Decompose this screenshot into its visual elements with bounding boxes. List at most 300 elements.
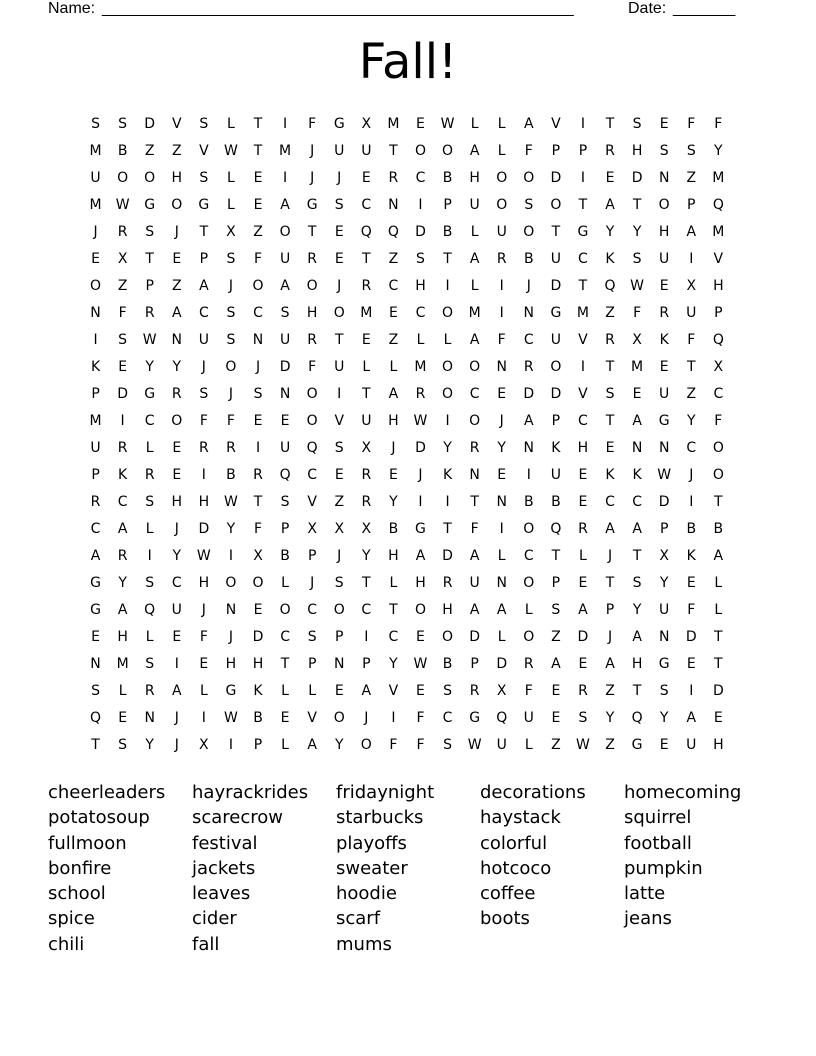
grid-letter: O xyxy=(225,359,237,375)
grid-letter: U xyxy=(469,197,480,213)
grid-letter: E xyxy=(388,305,398,321)
grid-letter: I xyxy=(201,467,206,483)
grid-letter: L xyxy=(227,170,235,186)
grid-letter: W xyxy=(440,116,455,132)
grid-letter: N xyxy=(523,305,535,321)
grid-letter: W xyxy=(224,710,238,726)
grid-letter: T xyxy=(253,494,263,510)
word-list-item: haystack xyxy=(480,807,561,829)
grid-letter: Y xyxy=(632,224,642,240)
word-list-item: leaves xyxy=(192,883,251,905)
grid-letter: V xyxy=(551,116,561,132)
grid-letter: T xyxy=(443,521,452,537)
grid-letter: R xyxy=(605,143,615,159)
grid-letter: S xyxy=(145,224,155,240)
grid-row xyxy=(82,138,742,165)
grid-letter: E xyxy=(578,494,588,510)
word-list-item: latte xyxy=(624,883,666,905)
grid-letter: D xyxy=(144,116,156,132)
grid-letter: F xyxy=(687,602,696,618)
grid-letter: L xyxy=(308,683,317,699)
word-list-item: fall xyxy=(192,933,220,955)
grid-letter: L xyxy=(497,548,506,564)
grid-letter: W xyxy=(657,467,672,483)
grid-letter: F xyxy=(199,413,208,429)
word-list-column xyxy=(336,780,480,957)
grid-letter: L xyxy=(281,575,289,591)
grid-letter: P xyxy=(443,197,452,213)
grid-letter: B xyxy=(388,521,399,537)
grid-letter: S xyxy=(199,116,209,132)
grid-letter: C xyxy=(605,494,615,510)
grid-letter: G xyxy=(631,737,643,753)
grid-letter: P xyxy=(362,656,371,672)
grid-letter: S xyxy=(334,575,344,591)
grid-letter: R xyxy=(117,548,128,564)
grid-letter: A xyxy=(361,683,372,699)
grid-letter: A xyxy=(632,521,642,537)
grid-letter: O xyxy=(333,305,345,321)
grid-letter: R xyxy=(659,305,670,321)
grid-letter: C xyxy=(361,197,372,213)
grid-letter: M xyxy=(387,116,400,132)
grid-letter: C xyxy=(388,629,399,645)
grid-letter: I xyxy=(391,710,396,726)
grid-letter: A xyxy=(307,737,317,753)
grid-letter: I xyxy=(418,494,423,510)
grid-letter: H xyxy=(252,656,264,672)
grid-letter: I xyxy=(526,467,531,483)
grid-letter: W xyxy=(630,278,645,294)
grid-letter: T xyxy=(632,548,642,564)
grid-letter: E xyxy=(334,224,344,240)
grid-letter: M xyxy=(89,197,102,213)
grid-row xyxy=(82,381,742,408)
grid-letter: R xyxy=(442,575,453,591)
grid-letter: Z xyxy=(171,143,182,159)
grid-letter: A xyxy=(415,548,426,564)
grid-row xyxy=(82,516,742,543)
grid-letter: L xyxy=(199,683,208,699)
grid-letter: C xyxy=(198,305,209,321)
grid-letter: L xyxy=(145,629,154,645)
grid-letter: S xyxy=(659,683,669,699)
grid-letter: D xyxy=(279,359,291,375)
grid-letter: A xyxy=(605,197,615,213)
header-line xyxy=(48,0,748,20)
grid-letter: F xyxy=(524,683,533,699)
grid-letter: F xyxy=(416,737,425,753)
word-list-item: fridaynight xyxy=(336,782,435,803)
grid-letter: H xyxy=(198,575,210,591)
grid-row xyxy=(82,111,742,138)
grid-letter: E xyxy=(659,278,669,294)
grid-letter: U xyxy=(334,143,345,159)
grid-letter: O xyxy=(442,143,454,159)
grid-letter: I xyxy=(337,386,342,402)
grid-letter: A xyxy=(551,656,561,672)
grid-letter: E xyxy=(253,413,263,429)
grid-letter: Y xyxy=(605,710,615,726)
grid-letter: Y xyxy=(714,143,723,159)
grid-letter: N xyxy=(279,386,291,402)
grid-letter: J xyxy=(174,710,179,726)
grid-letter: N xyxy=(496,359,507,375)
grid-letter: T xyxy=(632,197,642,213)
word-list-item: festival xyxy=(192,832,258,854)
grid-letter: L xyxy=(497,116,506,132)
grid-letter: A xyxy=(171,683,182,699)
grid-letter: Q xyxy=(631,710,643,726)
grid-letter: P xyxy=(145,278,154,294)
grid-row xyxy=(82,597,742,624)
grid-letter: V xyxy=(199,143,209,159)
grid-letter: O xyxy=(496,197,508,213)
word-list-item: squirrel xyxy=(624,807,692,829)
grid-letter: N xyxy=(469,467,480,483)
grid-letter: A xyxy=(199,278,209,294)
grid-letter: X xyxy=(632,332,642,348)
grid-letter: T xyxy=(334,332,344,348)
grid-letter: F xyxy=(118,305,127,321)
grid-letter: C xyxy=(307,467,318,483)
grid-row xyxy=(82,489,742,516)
grid-letter: O xyxy=(523,521,535,537)
word-list-item: decorations xyxy=(480,782,586,803)
grid-row xyxy=(82,300,742,327)
grid-letter: A xyxy=(469,602,480,618)
grid-letter: E xyxy=(172,440,182,456)
grid-letter: S xyxy=(145,656,155,672)
grid-letter: L xyxy=(145,521,154,537)
grid-letter: P xyxy=(659,521,669,537)
grid-letter: T xyxy=(145,251,154,267)
grid-letter: I xyxy=(499,521,504,537)
grid-letter: D xyxy=(117,386,128,402)
grid-letter: R xyxy=(307,332,318,348)
grid-letter: S xyxy=(91,116,100,132)
grid-letter: O xyxy=(252,575,264,591)
word-list-item: hotcoco xyxy=(480,857,552,879)
word-search-grid xyxy=(82,111,742,759)
grid-letter: N xyxy=(523,440,535,456)
word-list-item: starbucks xyxy=(336,807,424,829)
grid-letter: L xyxy=(524,602,533,618)
grid-letter: O xyxy=(225,575,237,591)
grid-letter: T xyxy=(280,656,290,672)
grid-letter: C xyxy=(171,575,182,591)
grid-letter: V xyxy=(713,251,724,267)
grid-letter: K xyxy=(659,332,669,348)
grid-letter: A xyxy=(117,602,128,618)
grid-letter: L xyxy=(281,683,289,699)
grid-letter: U xyxy=(686,305,697,321)
grid-letter: J xyxy=(607,548,613,564)
grid-letter: N xyxy=(90,656,101,672)
grid-letter: Z xyxy=(605,683,615,699)
grid-letter: Y xyxy=(145,359,154,375)
grid-letter: K xyxy=(118,467,128,483)
grid-letter: X xyxy=(199,737,209,753)
grid-letter: E xyxy=(199,656,209,672)
grid-letter: G xyxy=(658,413,670,429)
grid-letter: J xyxy=(310,575,315,591)
grid-letter: C xyxy=(442,710,453,726)
grid-letter: O xyxy=(252,278,264,294)
grid-letter: Y xyxy=(172,548,182,564)
grid-letter: J xyxy=(310,143,315,159)
grid-letter: A xyxy=(496,602,507,618)
grid-letter: H xyxy=(388,548,399,564)
grid-letter: G xyxy=(144,197,156,213)
grid-letter: G xyxy=(577,224,589,240)
grid-letter: U xyxy=(523,710,534,726)
grid-letter: U xyxy=(361,143,372,159)
grid-letter: O xyxy=(442,305,454,321)
grid-letter: G xyxy=(469,710,481,726)
grid-letter: A xyxy=(280,278,290,294)
grid-letter: W xyxy=(467,737,482,753)
grid-letter: Q xyxy=(712,332,724,348)
grid-letter: O xyxy=(523,629,535,645)
grid-letter: P xyxy=(470,656,479,672)
grid-letter: H xyxy=(171,170,183,186)
grid-row xyxy=(82,732,742,759)
grid-letter: O xyxy=(442,386,454,402)
grid-row xyxy=(82,219,742,246)
grid-letter: S xyxy=(118,116,128,132)
grid-letter: B xyxy=(523,494,534,510)
grid-letter: L xyxy=(714,602,723,618)
grid-letter: I xyxy=(147,548,152,564)
grid-letter: O xyxy=(523,224,535,240)
grid-letter: O xyxy=(306,413,318,429)
grid-letter: P xyxy=(253,737,263,753)
grid-letter: I xyxy=(120,413,125,429)
grid-letter: M xyxy=(89,143,102,159)
grid-letter: Y xyxy=(659,575,669,591)
grid-letter: Y xyxy=(145,737,154,753)
grid-letter: I xyxy=(201,710,206,726)
grid-letter: E xyxy=(361,332,371,348)
grid-letter: A xyxy=(469,548,480,564)
grid-letter: Y xyxy=(605,224,615,240)
grid-letter: T xyxy=(91,737,100,753)
grid-letter: T xyxy=(362,575,371,591)
grid-letter: I xyxy=(580,116,586,132)
grid-letter: R xyxy=(361,278,372,294)
grid-letter: I xyxy=(228,737,233,753)
grid-letter: H xyxy=(713,737,724,753)
grid-letter: L xyxy=(470,116,479,132)
grid-letter: G xyxy=(415,521,426,537)
grid-letter: P xyxy=(280,521,290,537)
grid-letter: E xyxy=(686,575,696,591)
grid-row xyxy=(82,462,742,489)
grid-letter: S xyxy=(226,251,236,267)
grid-letter: D xyxy=(415,224,426,240)
grid-letter: V xyxy=(307,710,317,726)
grid-letter: Q xyxy=(387,224,399,240)
grid-letter: C xyxy=(578,251,588,267)
grid-letter: E xyxy=(497,467,507,483)
grid-letter: U xyxy=(686,737,697,753)
grid-letter: F xyxy=(199,629,208,645)
grid-letter: T xyxy=(443,251,452,267)
grid-letter: Z xyxy=(605,737,615,753)
grid-letter: E xyxy=(118,359,128,375)
word-list-item: hoodie xyxy=(336,883,397,905)
grid-letter: A xyxy=(524,413,534,429)
grid-letter: W xyxy=(196,548,211,564)
grid-letter: I xyxy=(364,629,369,645)
grid-letter: Z xyxy=(334,494,345,510)
grid-letter: D xyxy=(550,386,562,402)
grid-letter: E xyxy=(334,467,344,483)
grid-letter: C xyxy=(388,278,399,294)
grid-letter: T xyxy=(389,602,398,618)
grid-letter: P xyxy=(578,143,588,159)
grid-letter: B xyxy=(686,521,697,537)
grid-letter: E xyxy=(280,710,290,726)
grid-letter: S xyxy=(280,494,290,510)
grid-letter: R xyxy=(144,305,155,321)
grid-letter: Y xyxy=(443,440,452,456)
grid-letter: W xyxy=(142,332,157,348)
grid-letter: H xyxy=(442,602,453,618)
grid-letter: R xyxy=(253,467,263,483)
grid-letter: K xyxy=(90,359,101,375)
word-list-item: bonfire xyxy=(48,857,112,879)
grid-letter: O xyxy=(712,467,724,483)
grid-letter: J xyxy=(337,548,342,564)
grid-letter: R xyxy=(144,467,155,483)
grid-letter: L xyxy=(470,224,479,240)
grid-letter: S xyxy=(334,440,344,456)
grid-letter: J xyxy=(93,224,98,240)
grid-letter: P xyxy=(551,143,561,159)
grid-letter: Z xyxy=(117,278,128,294)
grid-letter: X xyxy=(307,521,317,537)
grid-letter: Y xyxy=(172,359,182,375)
grid-letter: S xyxy=(226,305,236,321)
grid-letter: O xyxy=(523,170,535,186)
grid-letter: S xyxy=(199,386,209,402)
grid-letter: M xyxy=(468,305,481,321)
grid-letter: S xyxy=(659,143,669,159)
grid-letter: T xyxy=(307,224,317,240)
grid-letter: K xyxy=(442,467,453,483)
word-list-item: coffee xyxy=(480,883,536,905)
grid-letter: L xyxy=(524,737,533,753)
grid-letter: S xyxy=(524,197,534,213)
grid-letter: L xyxy=(118,683,127,699)
grid-letter: S xyxy=(632,251,642,267)
grid-letter: U xyxy=(659,386,670,402)
word-list-column xyxy=(192,780,336,957)
grid-letter: S xyxy=(280,305,290,321)
grid-letter: G xyxy=(306,197,318,213)
grid-letter: R xyxy=(496,251,507,267)
grid-letter: O xyxy=(360,737,372,753)
word-list-item: chili xyxy=(48,933,85,955)
grid-letter: F xyxy=(308,359,317,375)
grid-letter: F xyxy=(226,413,235,429)
grid-letter: E xyxy=(416,683,425,699)
grid-letter: P xyxy=(307,656,317,672)
grid-letter: E xyxy=(659,359,669,375)
grid-letter: T xyxy=(253,116,263,132)
grid-letter: H xyxy=(415,278,426,294)
grid-letter: D xyxy=(658,494,670,510)
grid-row xyxy=(82,678,742,705)
grid-letter: R xyxy=(198,440,209,456)
grid-letter: O xyxy=(306,278,318,294)
grid-letter: U xyxy=(550,332,561,348)
grid-letter: T xyxy=(362,386,371,402)
grid-letter: Q xyxy=(712,197,724,213)
grid-letter: A xyxy=(171,305,182,321)
grid-letter: E xyxy=(605,440,615,456)
grid-row xyxy=(82,246,742,273)
grid-letter: N xyxy=(658,440,670,456)
grid-letter: U xyxy=(334,359,345,375)
grid-letter: D xyxy=(198,521,210,537)
grid-letter: O xyxy=(496,170,508,186)
grid-letter: A xyxy=(686,224,697,240)
grid-letter: T xyxy=(605,575,615,591)
grid-letter: R xyxy=(578,521,588,537)
grid-letter: H xyxy=(631,143,643,159)
grid-letter: W xyxy=(224,494,238,510)
grid-letter: Y xyxy=(334,737,344,753)
grid-letter: S xyxy=(253,386,263,402)
grid-letter: H xyxy=(198,494,210,510)
grid-letter: T xyxy=(578,278,588,294)
grid-letter: H xyxy=(631,656,643,672)
grid-letter: D xyxy=(469,629,481,645)
grid-letter: J xyxy=(526,278,531,294)
grid-letter: I xyxy=(499,305,504,321)
grid-letter: W xyxy=(224,143,238,159)
grid-letter: M xyxy=(712,224,725,240)
grid-letter: B xyxy=(253,710,263,726)
grid-letter: Y xyxy=(659,710,669,726)
grid-letter: F xyxy=(470,521,479,537)
grid-letter: M xyxy=(116,656,129,672)
grid-row xyxy=(82,354,742,381)
grid-letter: O xyxy=(171,197,183,213)
name-blank-line: _____________________________________________________ xyxy=(102,0,574,17)
grid-letter: G xyxy=(658,656,670,672)
grid-letter: V xyxy=(388,683,399,699)
grid-letter: Z xyxy=(686,386,697,402)
grid-letter: M xyxy=(279,143,292,159)
grid-letter: A xyxy=(469,332,480,348)
grid-letter: R xyxy=(144,683,155,699)
grid-letter: S xyxy=(334,197,344,213)
grid-letter: A xyxy=(713,548,724,564)
grid-letter: J xyxy=(201,602,206,618)
grid-letter: E xyxy=(361,170,371,186)
grid-letter: J xyxy=(337,170,342,186)
grid-letter: P xyxy=(91,386,100,402)
grid-letter: I xyxy=(499,278,504,294)
grid-letter: S xyxy=(551,602,561,618)
grid-letter: I xyxy=(689,683,694,699)
grid-letter: A xyxy=(686,710,697,726)
grid-letter: E xyxy=(172,629,182,645)
